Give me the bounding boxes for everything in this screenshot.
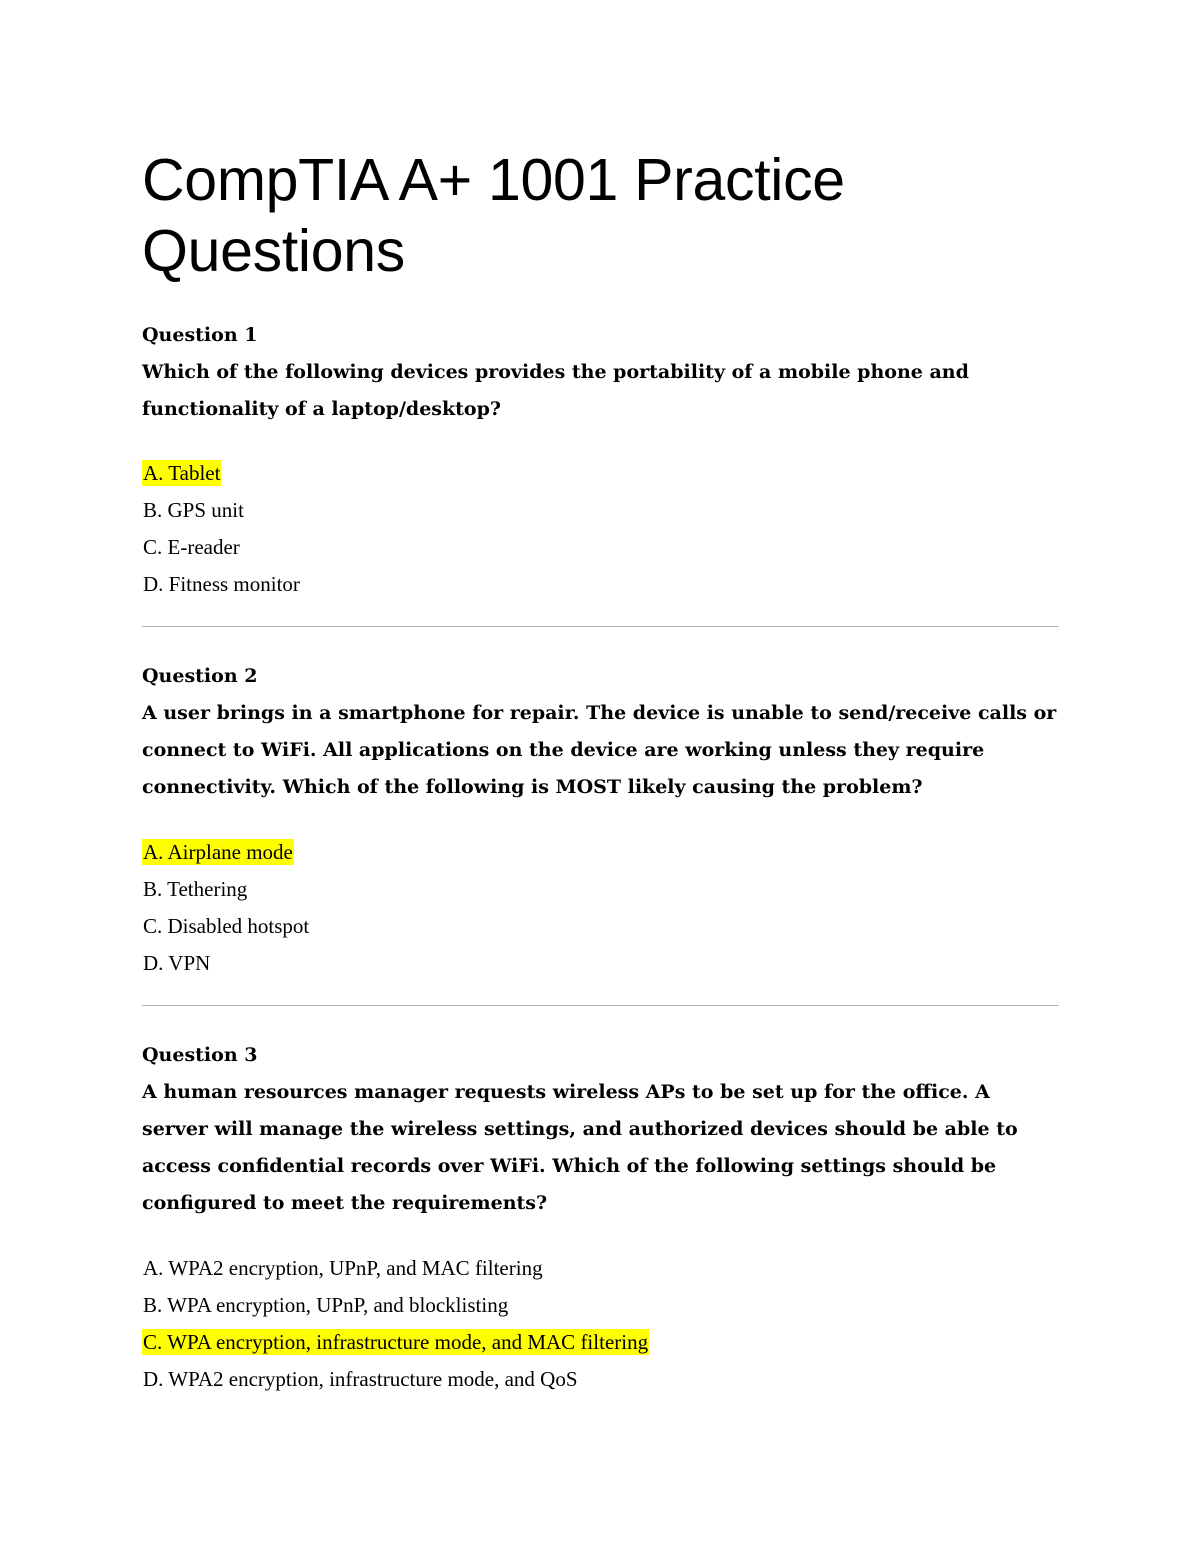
option-d xyxy=(142,1361,1059,1398)
option-d xyxy=(142,945,1059,982)
option-text: D. Fitness monitor xyxy=(143,572,300,596)
question-3 xyxy=(142,1037,1059,1398)
option-text: C. Disabled hotspot xyxy=(143,914,310,938)
document-title: CompTIA A+ 1001 Practice Questions xyxy=(142,147,845,284)
option-c xyxy=(142,529,1059,566)
document-page xyxy=(142,145,1059,1398)
answer-options xyxy=(142,455,1059,603)
option-text: D. VPN xyxy=(143,951,211,975)
question-label: Question 1 xyxy=(142,324,258,346)
question-2 xyxy=(142,658,1059,982)
question-divider xyxy=(142,1005,1059,1006)
answer-options xyxy=(142,1250,1059,1398)
option-b xyxy=(142,492,1059,529)
option-text: D. WPA2 encryption, infrastructure mode, and QoS xyxy=(143,1367,578,1391)
option-b xyxy=(142,871,1059,908)
option-text: A. Tablet xyxy=(143,461,221,485)
option-text: B. GPS unit xyxy=(143,498,244,522)
option-text: C. WPA encryption, infrastructure mode, and MAC filtering xyxy=(143,1330,649,1354)
option-a xyxy=(142,1250,1059,1287)
option-a xyxy=(142,455,1059,492)
question-text: Which of the following devices provides the portability of a mobile phone and functionality of a laptop/desktop? xyxy=(142,361,969,420)
option-b xyxy=(142,1287,1059,1324)
question-text: A human resources manager requests wireless APs to be set up for the office. A server will manage the wireless settings, and authorized devices should be able to access confidential records over WiFi. Which of the following settings should be configured to meet the requirements? xyxy=(142,1081,1018,1214)
option-text: C. E-reader xyxy=(143,535,240,559)
option-text: A. Airplane mode xyxy=(143,840,293,864)
question-label: Question 3 xyxy=(142,1044,258,1066)
question-text: A user brings in a smartphone for repair. The device is unable to send/receive calls or connect to WiFi. All applications on the device are working unless they require connectivity. Which of the following is MOST likely causing the problem? xyxy=(142,702,1057,798)
option-c xyxy=(142,908,1059,945)
option-text: B. WPA encryption, UPnP, and blocklisting xyxy=(143,1293,509,1317)
option-d xyxy=(142,566,1059,603)
option-text: B. Tethering xyxy=(143,877,248,901)
question-1 xyxy=(142,317,1059,603)
answer-options xyxy=(142,834,1059,982)
question-label: Question 2 xyxy=(142,665,258,687)
option-c xyxy=(142,1324,1059,1361)
option-a xyxy=(142,834,1059,871)
option-text: A. WPA2 encryption, UPnP, and MAC filtering xyxy=(143,1256,543,1280)
question-divider xyxy=(142,626,1059,627)
